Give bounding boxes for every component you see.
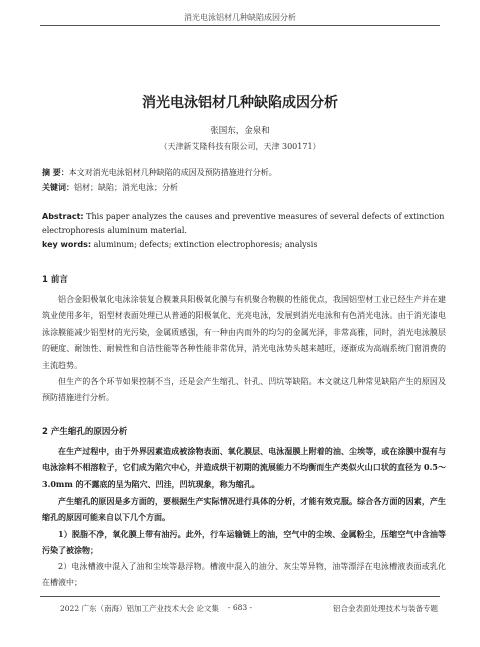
abstract-en <box>42 210 447 238</box>
abstract-en-text: This paper analyzes the causes and preventive measures of several defects of extinction electrophoresis aluminum material. <box>42 212 445 235</box>
keywords-cn-text: 铝材；缺陷；消光电泳；分析 <box>74 183 178 192</box>
abstract-cn-label: 摘 要： <box>42 168 69 177</box>
section-1-paragraph-2: 但生产的各个环节如果控制不当，还是会产生缩孔、针孔、凹坑等缺陷。本文就这几种常见缺陷产生的原因及预防措施进行分析。 <box>42 377 446 403</box>
keywords-en-label: key words: <box>42 240 92 249</box>
keywords-cn-label: 关键词： <box>42 183 74 192</box>
section-2-paragraph-2: 产生缩孔的原因是多方面的，要根据生产实际情况进行具体的分析，才能有效克服。综合各方面的因素，产生缩孔的原因可能来自以下几个方面。 <box>42 496 446 523</box>
paper-title: 消光电泳铝材几种缺陷成因分析 <box>142 95 338 111</box>
affiliation: （天津新艾隆科技有限公司，天津 300171） <box>159 142 321 151</box>
authors: 张国东，金泉和 <box>210 126 270 136</box>
running-header: 消光电泳铝材几种缺陷成因分析 <box>184 13 296 22</box>
section-2-paragraph-4 <box>42 559 446 592</box>
footer-left: 2022 广东（南海）铝加工产业技术大会 论文集 <box>60 604 219 613</box>
keywords-cn <box>42 181 442 194</box>
footer-right: 铝合金表面处理技术与装备专题 <box>333 604 438 613</box>
abstract-cn <box>42 166 442 179</box>
footer-rule <box>40 596 440 597</box>
keywords-en-text: aluminum; defects; extinction electrophoresis; analysis <box>91 240 318 249</box>
abstract-cn-text: 本文对消光电泳铝材几种缺陷的成因及预防措施进行分析。 <box>68 168 277 177</box>
section-2-paragraph-4-text: 2）电泳槽液中混入了油和尘埃等悬浮物。槽液中混入的油分、灰尘等异物，油等漂浮在电泳槽液表面或乳化在槽液中； <box>42 562 446 588</box>
section-2-paragraph-3: 1）脱脂不净，氧化膜上带有油污。此外，行车运输链上的油，空气中的尘埃、金属粉尘，压缩空气中含油等污染了被涂物； <box>42 529 446 556</box>
section-2-paragraph-1: 在生产过程中，由于外界因素造成被涂物表面、氧化膜层、电泳湿膜上附着的油、尘埃等，或在涂膜中混有与电泳涂料不相溶粒子，它们成为陷穴中心，并造成烘干初期的流展能力不均衡而生产类似火山口状的直径为 0.5～3.0mm 的不露底的呈为陷穴、凹洼，凹坑现象，称为缩孔。 <box>42 446 446 489</box>
keywords-en <box>42 238 442 251</box>
abstract-en-label: Abstract: <box>42 212 84 221</box>
section-1-paragraph-1: 铝合金阳极氧化电泳涂装复合膜兼具阳极氧化膜与有机聚合物膜的性能优点，我国铝型材工业已经生产并在建筑业使用多年，铝型材表面处理已从普通的阳极氧化、光亮电泳，发展到消光电泳和有色消光电泳。由于消光漆电泳涂膜能减少铝型材的光污染，金属质感强，有一种由内而外的均匀的金属光泽，非常高雅，同时，消光电泳膜层的硬度、耐蚀性、耐候性和自洁性能等各种性能非常优异，消光电泳势头越来越旺，逐渐成为高端系统门窗消费的主流趋势。 <box>42 295 446 370</box>
section-2-heading: 2 产生缩孔的原因分析 <box>42 427 128 437</box>
page-number: - 683 - <box>227 603 253 612</box>
section-1-heading: 1 前言 <box>42 275 68 285</box>
header-rule <box>40 25 440 26</box>
